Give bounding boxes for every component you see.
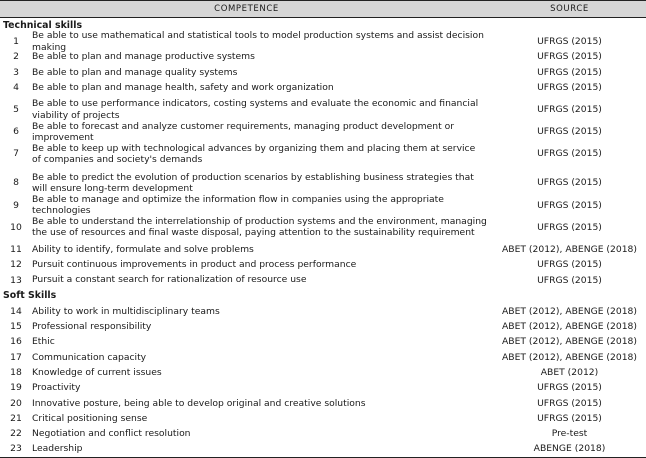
row-competence: Innovative posture, being able to develop original and creative solutions: [32, 397, 366, 409]
table-row: [0, 139, 646, 168]
row-number: 15: [10, 321, 22, 333]
table-row: [0, 304, 646, 319]
row-number: 4: [13, 82, 19, 94]
table-row: [0, 242, 646, 257]
row-source: UFRGS (2015): [537, 148, 602, 160]
row-source: ABET (2012), ABENGE (2018): [502, 336, 637, 348]
row-source: UFRGS (2015): [537, 66, 602, 78]
row-source: UFRGS (2015): [537, 199, 602, 211]
row-source: ABET (2012), ABENGE (2018): [502, 351, 637, 363]
row-number: 12: [10, 259, 22, 271]
row-source: UFRGS (2015): [537, 221, 602, 233]
row-source: UFRGS (2015): [537, 126, 602, 138]
row-competence: Be able to understand the interrelationship of production systems and the environment, managing the use of resources and final waste disposal, paying attention to the sustainability requirement: [32, 216, 487, 239]
row-competence: Be able to plan and manage quality systems: [32, 66, 238, 78]
row-competence: Pursuit continuous improvements in product and process performance: [32, 259, 357, 271]
row-number: 6: [13, 126, 19, 138]
table-row: [0, 319, 646, 334]
row-source: UFRGS (2015): [537, 82, 602, 94]
row-number: 1: [13, 36, 19, 48]
table-row: [0, 213, 646, 242]
table-row: [0, 426, 646, 441]
row-number: 3: [13, 66, 19, 78]
row-source: UFRGS (2015): [537, 259, 602, 271]
row-competence: Ethic: [32, 336, 55, 348]
row-competence: Be able to keep up with technological advances by organizing them and placing them at service of companies and society's demands: [32, 142, 476, 165]
row-number: 2: [13, 51, 19, 63]
row-number: 14: [10, 305, 22, 317]
row-competence: Be able to use performance indicators, costing systems and evaluate the economic and financial viability of projects: [32, 98, 479, 121]
row-number: 16: [10, 336, 22, 348]
table-row: [0, 120, 646, 143]
header-source: SOURCE: [550, 4, 589, 14]
row-source: UFRGS (2015): [537, 177, 602, 189]
row-competence: Negotiation and conflict resolution: [32, 428, 191, 440]
row-source: UFRGS (2015): [537, 397, 602, 409]
table-row: [0, 411, 646, 426]
table-header: [0, 1, 646, 18]
header-competence: COMPETENCE: [214, 4, 279, 14]
row-number: 9: [13, 199, 19, 211]
row-source: UFRGS (2015): [537, 104, 602, 116]
table-row: [0, 30, 646, 53]
row-source: ABET (2012), ABENGE (2018): [502, 243, 637, 255]
row-competence: Be able to manage and optimize the information flow in companies using the appropriate technologies: [32, 193, 444, 217]
row-source: UFRGS (2015): [537, 36, 602, 48]
row-competence: Be able to predict the evolution of production scenarios by establishing business strategies that will ensure long-term development: [32, 171, 474, 194]
table-row: [0, 365, 646, 380]
row-competence: Professional responsibility: [32, 321, 152, 333]
row-number: 10: [10, 221, 22, 233]
table-row: [0, 334, 646, 349]
row-competence: Be able to use mathematical and statistical tools to model production systems and assist decision making: [32, 30, 484, 53]
row-number: 22: [10, 428, 22, 440]
table-row: [0, 350, 646, 365]
row-number: 19: [10, 382, 22, 394]
row-competence: Communication capacity: [32, 351, 147, 363]
row-number: 11: [10, 243, 22, 255]
row-competence: Knowledge of current issues: [32, 366, 162, 378]
row-source: ABENGE (2018): [533, 443, 606, 455]
row-number: 7: [13, 148, 19, 160]
table-row: [0, 257, 646, 272]
row-source: UFRGS (2015): [537, 274, 602, 286]
table-row: [0, 380, 646, 395]
row-source: UFRGS (2015): [537, 382, 602, 394]
table-row: [0, 395, 646, 410]
section-title-technical: Technical skills: [3, 20, 83, 31]
table-row: [0, 193, 646, 217]
row-number: 5: [13, 104, 19, 116]
row-source: UFRGS (2015): [537, 51, 602, 63]
row-competence: Pursuit a constant search for rationalization of resource use: [32, 274, 307, 286]
row-competence: Proactivity: [32, 382, 81, 394]
table-row: [0, 49, 646, 64]
row-source: ABET (2012), ABENGE (2018): [502, 321, 637, 333]
row-competence: Be able to forecast and analyze customer requirements, managing product development or improvement: [32, 120, 455, 143]
row-competence: Be able to plan and manage productive systems: [32, 51, 255, 63]
row-source: ABET (2012): [540, 367, 599, 378]
row-source: ABET (2012), ABENGE (2018): [502, 305, 637, 317]
row-competence: Ability to work in multidisciplinary teams: [32, 305, 220, 317]
row-source: Pre-test: [551, 428, 588, 440]
row-number: 20: [10, 397, 22, 409]
row-competence: Critical positioning sense: [32, 412, 148, 424]
row-number: 17: [10, 351, 22, 363]
table-row: [0, 80, 646, 95]
row-competence: Ability to identify, formulate and solve problems: [32, 243, 254, 255]
table-row: [0, 441, 646, 456]
table-row: [0, 65, 646, 80]
row-competence: Leadership: [32, 443, 83, 455]
row-competence: Be able to plan and manage health, safety and work organization: [32, 81, 334, 93]
row-number: 13: [10, 274, 22, 286]
row-source: UFRGS (2015): [537, 412, 602, 424]
row-number: 21: [10, 412, 22, 424]
row-number: 18: [10, 367, 22, 378]
section-title-soft: Soft Skills: [3, 289, 57, 301]
row-number: 8: [13, 177, 19, 189]
row-number: 23: [10, 443, 22, 455]
table-row: [0, 272, 646, 287]
